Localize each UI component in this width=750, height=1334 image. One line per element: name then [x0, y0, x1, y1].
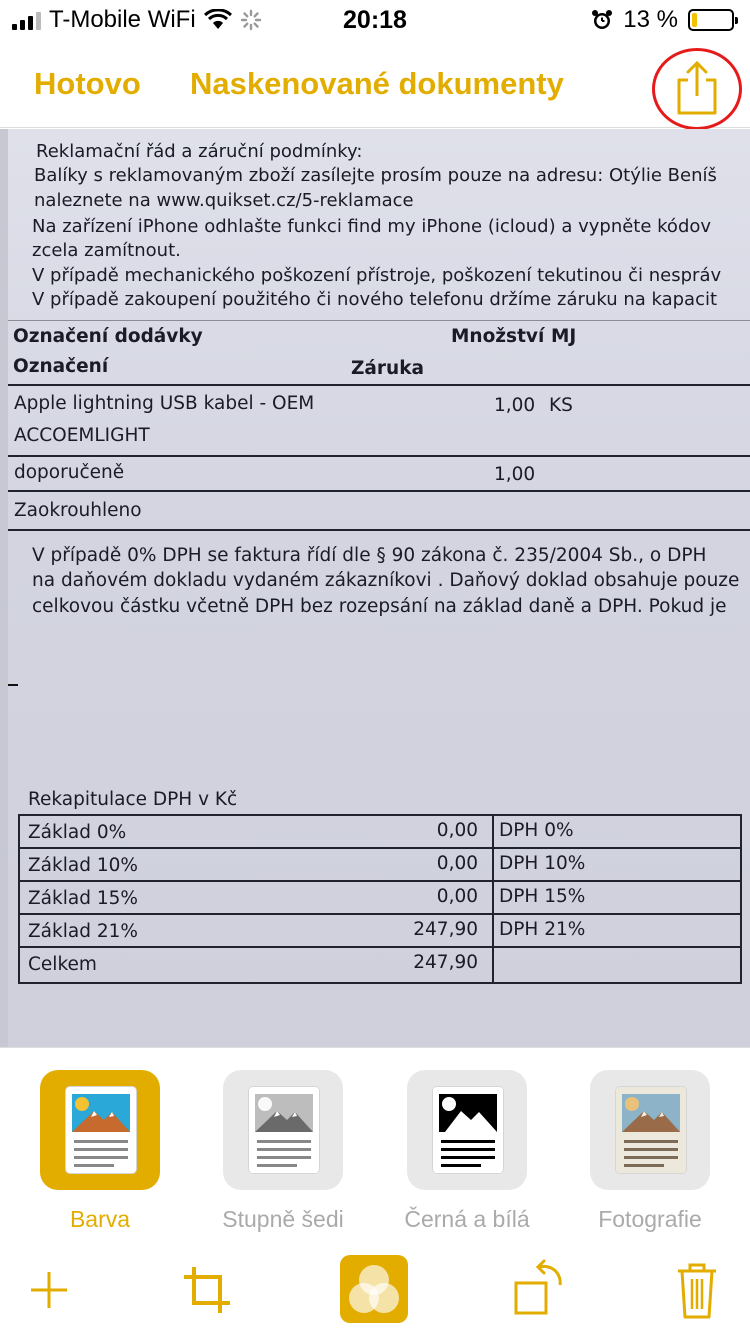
vat-row-rate: DPH 0% — [499, 820, 574, 841]
filter-label: Fotografie — [598, 1206, 702, 1232]
battery-percent: 13 % — [623, 6, 678, 33]
header-line: zcela zamítnout. — [32, 240, 181, 261]
header-line: Na zařízení iPhone odhlašte funkci find my iPhone (icloud) a vypněte kódov — [32, 216, 712, 237]
share-button-area[interactable] — [652, 48, 742, 130]
page-title: Naskenované dokumenty — [190, 66, 564, 101]
col-delivery: Označení dodávky — [13, 326, 203, 347]
vat-row-rate: DPH 10% — [499, 853, 586, 874]
filter-thumbnail[interactable] — [407, 1070, 527, 1190]
vat-row-label: Základ 21% — [28, 921, 138, 942]
item-unit: KS — [549, 395, 573, 416]
vat-row-value: 247,90 — [413, 919, 478, 940]
battery-icon — [688, 9, 734, 31]
col-quantity: Množství — [451, 326, 545, 347]
item-name: Apple lightning USB kabel - OEM — [14, 393, 315, 414]
rotate-button[interactable] — [504, 1255, 574, 1325]
item-code: ACCOEMLIGHT — [14, 425, 150, 446]
black-white-document-icon — [433, 1087, 503, 1173]
col-unit: MJ — [551, 326, 577, 347]
filter-color[interactable] — [40, 1070, 160, 1232]
scanned-document-view[interactable] — [0, 129, 750, 1047]
table-rule — [8, 490, 750, 492]
filter-label: Barva — [69, 1206, 131, 1232]
vat-row — [20, 948, 740, 981]
vat-row — [20, 816, 740, 849]
table-rule — [8, 529, 750, 531]
recommended-label: doporučeně — [14, 462, 125, 483]
rounded-label: Zaokrouhleno — [14, 500, 142, 521]
vat-row-rate: DPH 15% — [499, 886, 586, 907]
vat-row-label: Celkem — [28, 954, 97, 975]
recap-title: Rekapitulace DPH v Kč — [28, 789, 238, 810]
item-quantity: 1,00 — [494, 395, 536, 416]
add-page-button[interactable] — [14, 1255, 84, 1325]
done-button[interactable]: Hotovo — [34, 66, 141, 101]
filter-label: Stupně šedi — [222, 1206, 344, 1232]
table-rule — [8, 384, 750, 386]
battery-fill — [692, 13, 697, 27]
status-right — [591, 6, 734, 34]
filter-thumbnail[interactable] — [590, 1070, 710, 1190]
vat-row-value: 0,00 — [436, 820, 478, 841]
status-bar — [0, 0, 750, 40]
header-line: Reklamační řád a záruční podmínky: — [36, 141, 363, 162]
vat-note-line: na daňovém dokladu vydaném zákazníkovi . Daňový doklad obsahuje pouze — [32, 570, 740, 591]
col-warranty: Záruka — [351, 358, 424, 379]
header-line: V případě mechanického poškození přístroje, poškození tekutinou či nespráv — [32, 265, 722, 286]
header-line: V případě zakoupení použitého či nového telefonu držíme záruku na kapacit — [32, 289, 718, 310]
filters-icon — [340, 1255, 408, 1323]
margin-mark — [8, 684, 18, 686]
col-label: Označení — [13, 356, 109, 377]
vat-row — [20, 882, 740, 915]
trash-icon — [662, 1255, 732, 1325]
status-time: 20:18 — [343, 6, 407, 34]
filter-grayscale[interactable] — [222, 1070, 344, 1232]
vat-row-label: Základ 15% — [28, 888, 138, 909]
navigation-bar — [0, 40, 750, 128]
color-document-icon — [66, 1087, 136, 1173]
vat-row — [20, 849, 740, 882]
alarm-icon — [591, 9, 613, 31]
vat-row-value: 247,90 — [413, 952, 478, 973]
header-line: Balíky s reklamovaným zboží zasílejte prosím pouze na adresu: Otýlie Beníš — [34, 165, 717, 186]
grayscale-document-icon — [249, 1087, 319, 1173]
vat-row — [20, 915, 740, 948]
fold-line — [8, 320, 750, 321]
share-icon[interactable] — [674, 60, 720, 116]
vat-row-label: Základ 0% — [28, 822, 127, 843]
crop-button[interactable] — [172, 1255, 242, 1325]
carrier-name: T-Mobile WiFi — [49, 6, 196, 33]
bottom-toolbar — [0, 1245, 750, 1334]
filter-panel — [0, 1047, 750, 1245]
vat-note-line: celkovou částku včetně DPH bez rozepsání na základ daně a DPH. Pokud je — [32, 596, 727, 617]
header-line: naleznete na www.quikset.cz/5-reklamace — [34, 190, 414, 211]
filter-black-white[interactable] — [404, 1070, 530, 1232]
filter-thumbnail[interactable] — [40, 1070, 160, 1190]
vat-row-value: 0,00 — [436, 853, 478, 874]
vat-row-label: Základ 10% — [28, 855, 138, 876]
filter-thumbnail[interactable] — [223, 1070, 343, 1190]
crop-icon — [172, 1255, 242, 1325]
rotate-icon — [504, 1255, 574, 1325]
recommended-quantity: 1,00 — [494, 464, 536, 485]
delete-button[interactable] — [662, 1255, 732, 1325]
scanned-page — [8, 129, 750, 1047]
plus-icon — [14, 1255, 84, 1325]
filters-button[interactable] — [340, 1255, 408, 1323]
photo-document-icon — [616, 1087, 686, 1173]
table-rule — [8, 455, 750, 457]
filter-photo[interactable] — [590, 1070, 710, 1232]
vat-note-line: V případě 0% DPH se faktura řídí dle § 90 zákona č. 235/2004 Sb., o DPH — [32, 545, 707, 566]
vat-row-rate: DPH 21% — [499, 919, 586, 940]
vat-row-value: 0,00 — [436, 886, 478, 907]
vat-recap-table — [18, 814, 742, 984]
filter-label: Černá a bílá — [404, 1206, 530, 1232]
